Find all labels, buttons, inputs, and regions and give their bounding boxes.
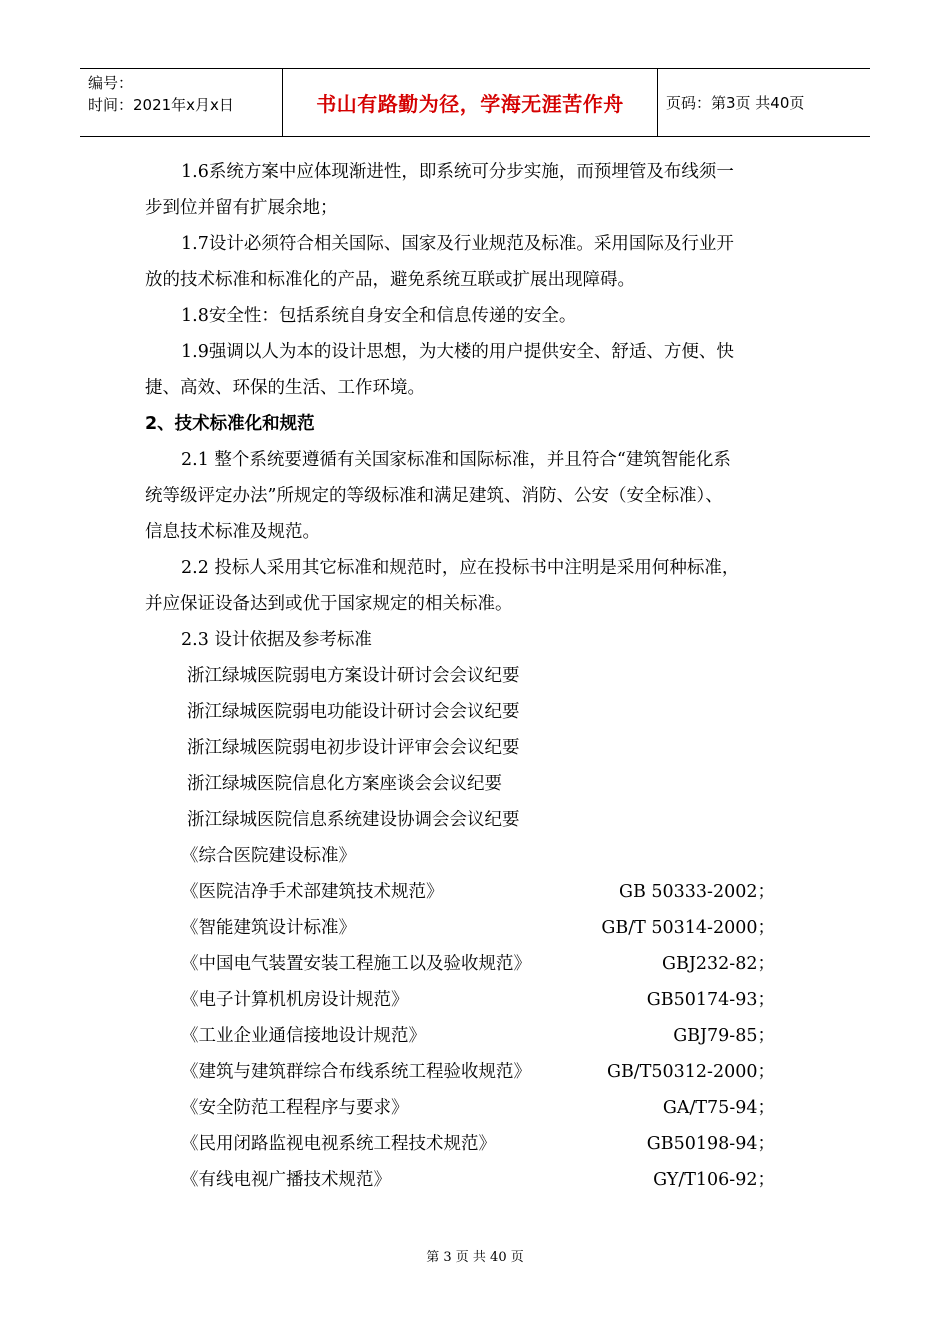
- standard-item: [145, 910, 815, 946]
- paragraph-2-3: 2.3 设计依据及参考标准: [181, 630, 372, 650]
- paragraph-2-1-line-3: 信息技术标准及规范。: [145, 522, 320, 542]
- section-2-heading: 2、技术标准化和规范: [145, 414, 315, 434]
- document-body: [145, 154, 815, 1198]
- standard-title: 《工业企业通信接地设计规范》: [181, 1026, 426, 1046]
- standard-title: 《医院洁净手术部建筑技术规范》: [181, 882, 444, 902]
- header-motto: 书山有路勤为径，学海无涯苦作舟: [316, 91, 624, 116]
- standard-title: 《中国电气装置安装工程施工以及验收规范》: [181, 954, 531, 974]
- paragraph-1-6-line-2: 步到位并留有扩展余地；: [145, 198, 338, 218]
- header-meta: [88, 72, 278, 116]
- paragraph-2-1-line-1: 2.1 整个系统要遵循有关国家标准和国际标准，并且符合“建筑智能化系: [181, 450, 731, 470]
- standard-item: [145, 1018, 815, 1054]
- standard-title: 《有线电视广播技术规范》: [181, 1170, 391, 1190]
- standard-title: 《民用闭路监视电视系统工程技术规范》: [181, 1134, 496, 1154]
- standard-code: GB/T 50314-2000；: [601, 918, 775, 938]
- standard-item: [145, 982, 815, 1018]
- header-divider-left: [282, 68, 283, 136]
- paragraph-1-8: 1.8安全性：包括系统自身安全和信息传递的安全。: [181, 306, 577, 326]
- standard-code: GB50198-94；: [646, 1134, 775, 1154]
- reference-item: 浙江绿城医院弱电方案设计研讨会会议纪要: [187, 666, 520, 686]
- standard-title: 《安全防范工程程序与要求》: [181, 1098, 409, 1118]
- standard-title: 《电子计算机机房设计规范》: [181, 990, 409, 1010]
- paragraph-2-1-line-2: 统等级评定办法”所规定的等级标准和满足建筑、消防、公安（安全标准）、: [145, 486, 723, 506]
- standard-code: GY/T106-92；: [653, 1170, 775, 1190]
- standard-item: [145, 838, 815, 874]
- paragraph-1-6-line-1: 1.6系统方案中应体现渐进性，即系统可分步实施，而预埋管及布线须一: [181, 162, 734, 182]
- standard-code: GA/T75-94；: [662, 1098, 775, 1118]
- page-footer: 第 3 页 共 40 页: [426, 1250, 524, 1265]
- paragraph-2-2-line-2: 并应保证设备达到或优于国家规定的相关标准。: [145, 594, 513, 614]
- standard-code: GB50174-93；: [646, 990, 775, 1010]
- reference-item: 浙江绿城医院信息系统建设协调会会议纪要: [187, 810, 520, 830]
- standard-code: GB 50333-2002；: [618, 882, 775, 902]
- standard-item: [145, 1054, 815, 1090]
- reference-item: 浙江绿城医院弱电初步设计评审会会议纪要: [187, 738, 520, 758]
- paragraph-1-7-line-2: 放的技术标准和标准化的产品，避免系统互联或扩展出现障碍。: [145, 270, 635, 290]
- standard-item: [145, 1162, 815, 1198]
- standard-title: 《建筑与建筑群综合布线系统工程验收规范》: [181, 1062, 531, 1082]
- reference-item: 浙江绿城医院信息化方案座谈会会议纪要: [187, 774, 502, 794]
- reference-item: 浙江绿城医院弱电功能设计研讨会会议纪要: [187, 702, 520, 722]
- standard-code: GBJ79-85；: [673, 1026, 775, 1046]
- standard-item: [145, 946, 815, 982]
- header-bottom-rule: [80, 136, 870, 137]
- paragraph-1-9-line-1: 1.9强调以人为本的设计思想，为大楼的用户提供安全、舒适、方便、快: [181, 342, 734, 362]
- header-number-label: 编号：: [88, 74, 134, 92]
- standard-title: 《综合医院建设标准》: [181, 846, 356, 866]
- header-time-label: 时间：2021年x月x日: [88, 96, 234, 114]
- paragraph-1-9-line-2: 捷、高效、环保的生活、工作环境。: [145, 378, 425, 398]
- standard-title: 《智能建筑设计标准》: [181, 918, 356, 938]
- standard-item: [145, 1090, 815, 1126]
- paragraph-2-2-line-1: 2.2 投标人采用其它标准和规范时，应在投标书中注明是采用何种标准，: [181, 558, 740, 578]
- header-divider-right: [657, 68, 658, 136]
- paragraph-1-7-line-1: 1.7设计必须符合相关国际、国家及行业规范及标准。采用国际及行业开: [181, 234, 734, 254]
- standard-item: [145, 1126, 815, 1162]
- standard-code: GB/T50312-2000；: [606, 1062, 775, 1082]
- standard-code: GBJ232-82；: [662, 954, 775, 974]
- standard-item: [145, 874, 815, 910]
- header-page-info: 页码：第3页 共40页: [666, 93, 805, 112]
